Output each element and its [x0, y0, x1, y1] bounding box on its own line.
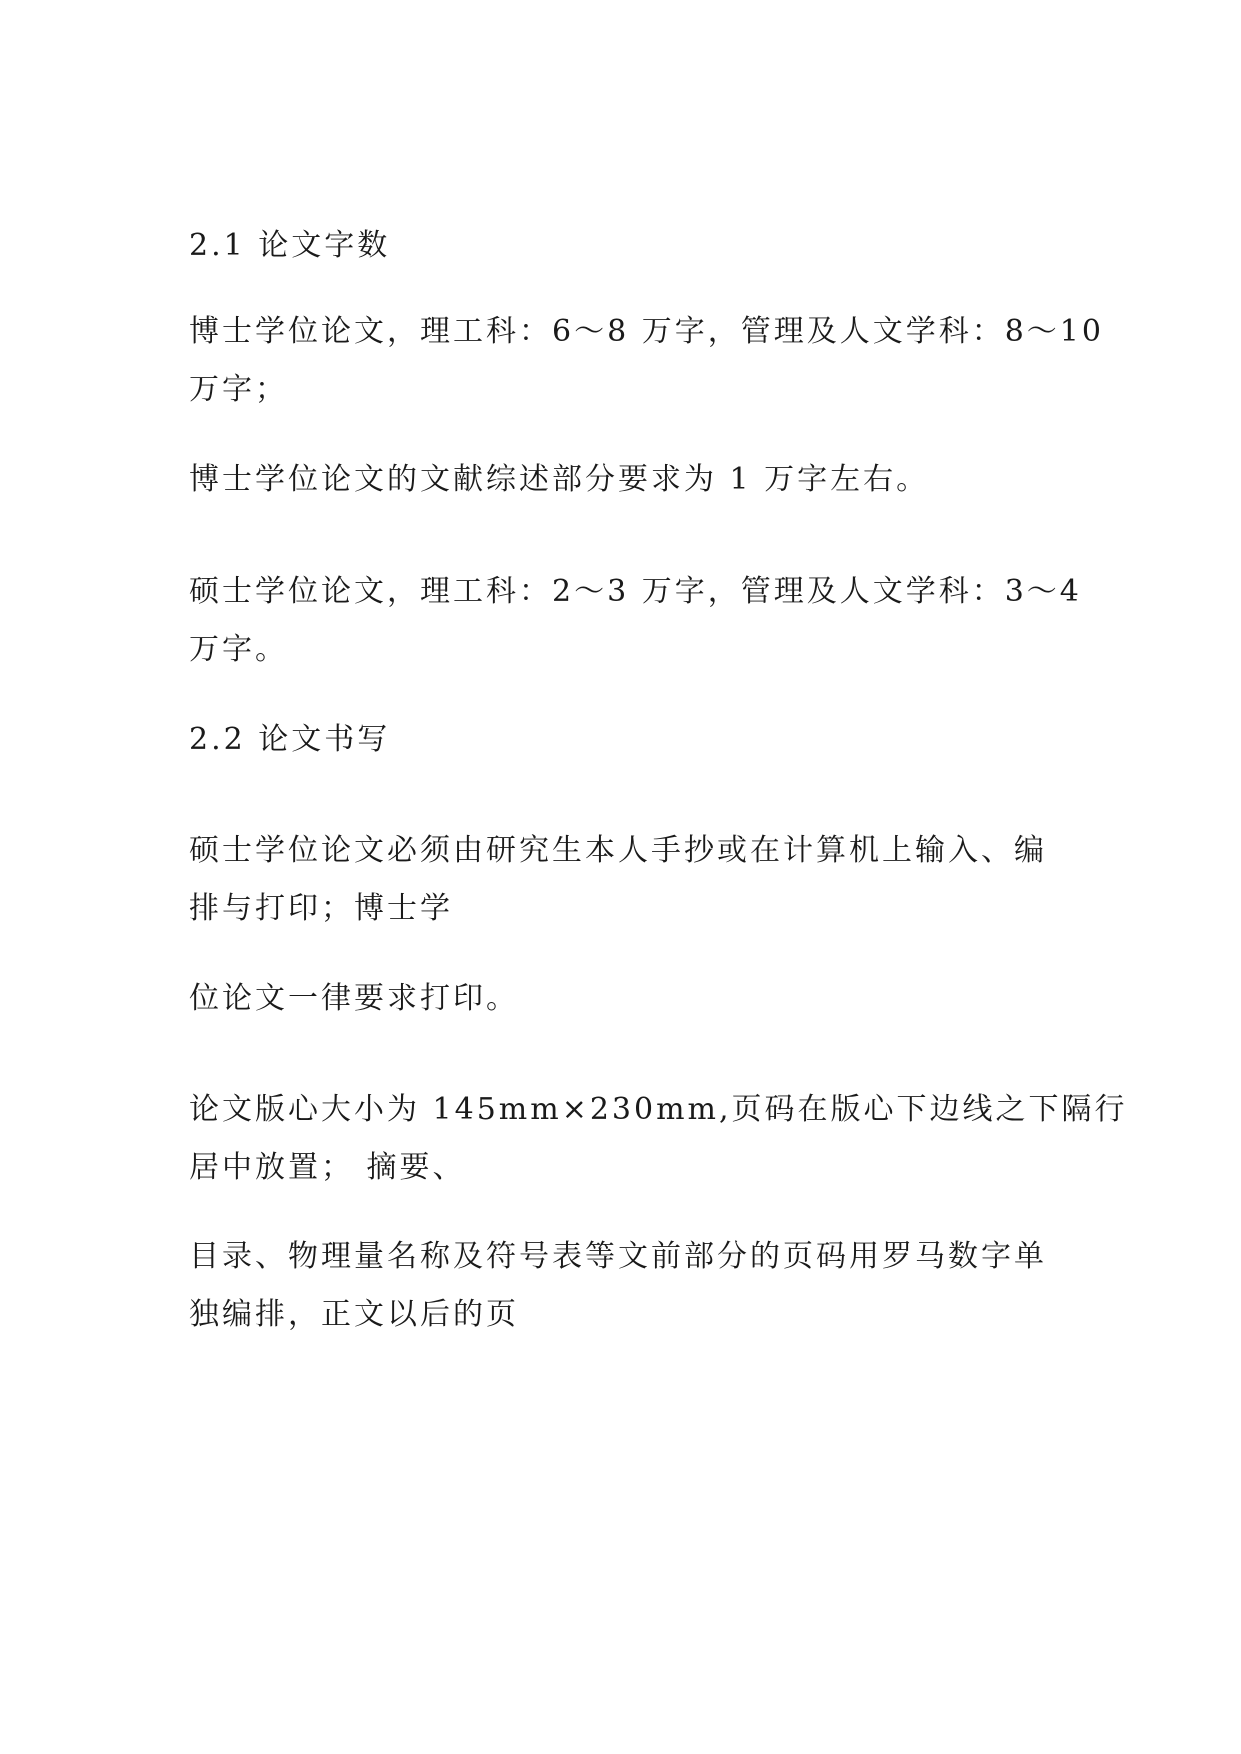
paragraph-line: 硕士学位论文，理工科：2～3 万字，管理及人文学科：3～4: [189, 574, 1082, 609]
heading-line: 2.1 论文字数: [189, 228, 391, 263]
paragraph-line: 排与打印；博士学: [189, 891, 453, 926]
section-heading-2-1: [189, 217, 1069, 275]
paragraph-phd-literature-review: [189, 451, 1069, 509]
paragraph-line: 独编排，正文以后的页: [189, 1297, 519, 1332]
paragraph-line: 博士学位论文，理工科：6～8 万字，管理及人文学科：8～10: [189, 314, 1104, 349]
paragraph-line: 目录、物理量名称及符号表等文前部分的页码用罗马数字单: [189, 1239, 1047, 1274]
paragraph-line: 万字。: [189, 632, 288, 667]
paragraph-line: 论文版心大小为 145mm×230mm,页码在版心下边线之下隔行: [189, 1092, 1128, 1127]
paragraph-line: 硕士学位论文必须由研究生本人手抄或在计算机上输入、编: [189, 833, 1047, 868]
paragraph-line: 位论文一律要求打印。: [189, 981, 519, 1016]
paragraph-line: 居中放置； 摘要、: [189, 1150, 466, 1185]
paragraph-master-writing: [189, 822, 1069, 938]
paragraph-roman-numerals: [189, 1228, 1069, 1344]
paragraph-master-word-count: [189, 563, 1082, 679]
section-heading-2-2: [189, 711, 1069, 769]
paragraph-layout-size: [189, 1081, 1128, 1197]
paragraph-line: 万字；: [189, 372, 288, 407]
paragraph-phd-word-count: [189, 303, 1104, 419]
paragraph-line: 博士学位论文的文献综述部分要求为 1 万字左右。: [189, 462, 930, 497]
paragraph-phd-printing: [189, 970, 1069, 1028]
heading-line: 2.2 论文书写: [189, 722, 391, 757]
